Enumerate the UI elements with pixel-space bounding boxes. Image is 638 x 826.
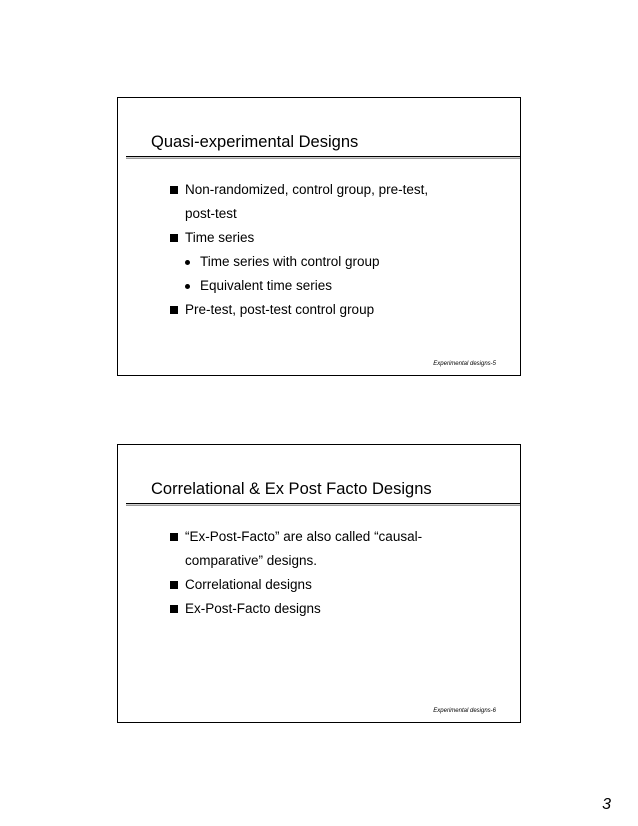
square-bullet-icon xyxy=(170,605,178,613)
list-item xyxy=(170,226,500,250)
square-bullet-icon xyxy=(170,581,178,589)
round-bullet-icon xyxy=(185,284,190,289)
list-item xyxy=(170,178,500,226)
slide-title: Quasi-experimental Designs xyxy=(151,133,359,151)
list-item xyxy=(170,274,500,298)
list-item-text: Time series with control group xyxy=(200,254,380,269)
slide-footer: Experimental designs-6 xyxy=(433,708,496,714)
square-bullet-icon xyxy=(170,533,178,541)
list-item-text: Time series xyxy=(185,230,255,245)
title-divider xyxy=(126,156,520,159)
slide-footer: Experimental designs-5 xyxy=(433,361,496,367)
bullet-list xyxy=(170,178,500,322)
slide-title: Correlational & Ex Post Facto Designs xyxy=(151,480,432,498)
list-item xyxy=(170,525,500,573)
list-item xyxy=(170,573,500,597)
title-divider xyxy=(126,503,520,506)
list-item-text: “Ex-Post-Facto” are also called “causal-comparative” designs. xyxy=(185,529,423,568)
slide-2 xyxy=(117,444,521,723)
square-bullet-icon xyxy=(170,306,178,314)
list-item xyxy=(170,250,500,274)
list-item-text: Pre-test, post-test control group xyxy=(185,302,375,317)
list-item-text: Ex-Post-Facto designs xyxy=(185,601,321,616)
slide-1 xyxy=(117,97,521,376)
list-item-text: Equivalent time series xyxy=(200,278,333,293)
page-number: 3 xyxy=(602,796,611,813)
square-bullet-icon xyxy=(170,186,178,194)
list-item xyxy=(170,298,500,322)
round-bullet-icon xyxy=(185,260,190,265)
bullet-list xyxy=(170,525,500,621)
list-item-text: Non-randomized, control group, pre-test, post-test xyxy=(185,182,429,221)
list-item-text: Correlational designs xyxy=(185,577,312,592)
square-bullet-icon xyxy=(170,234,178,242)
list-item xyxy=(170,597,500,621)
